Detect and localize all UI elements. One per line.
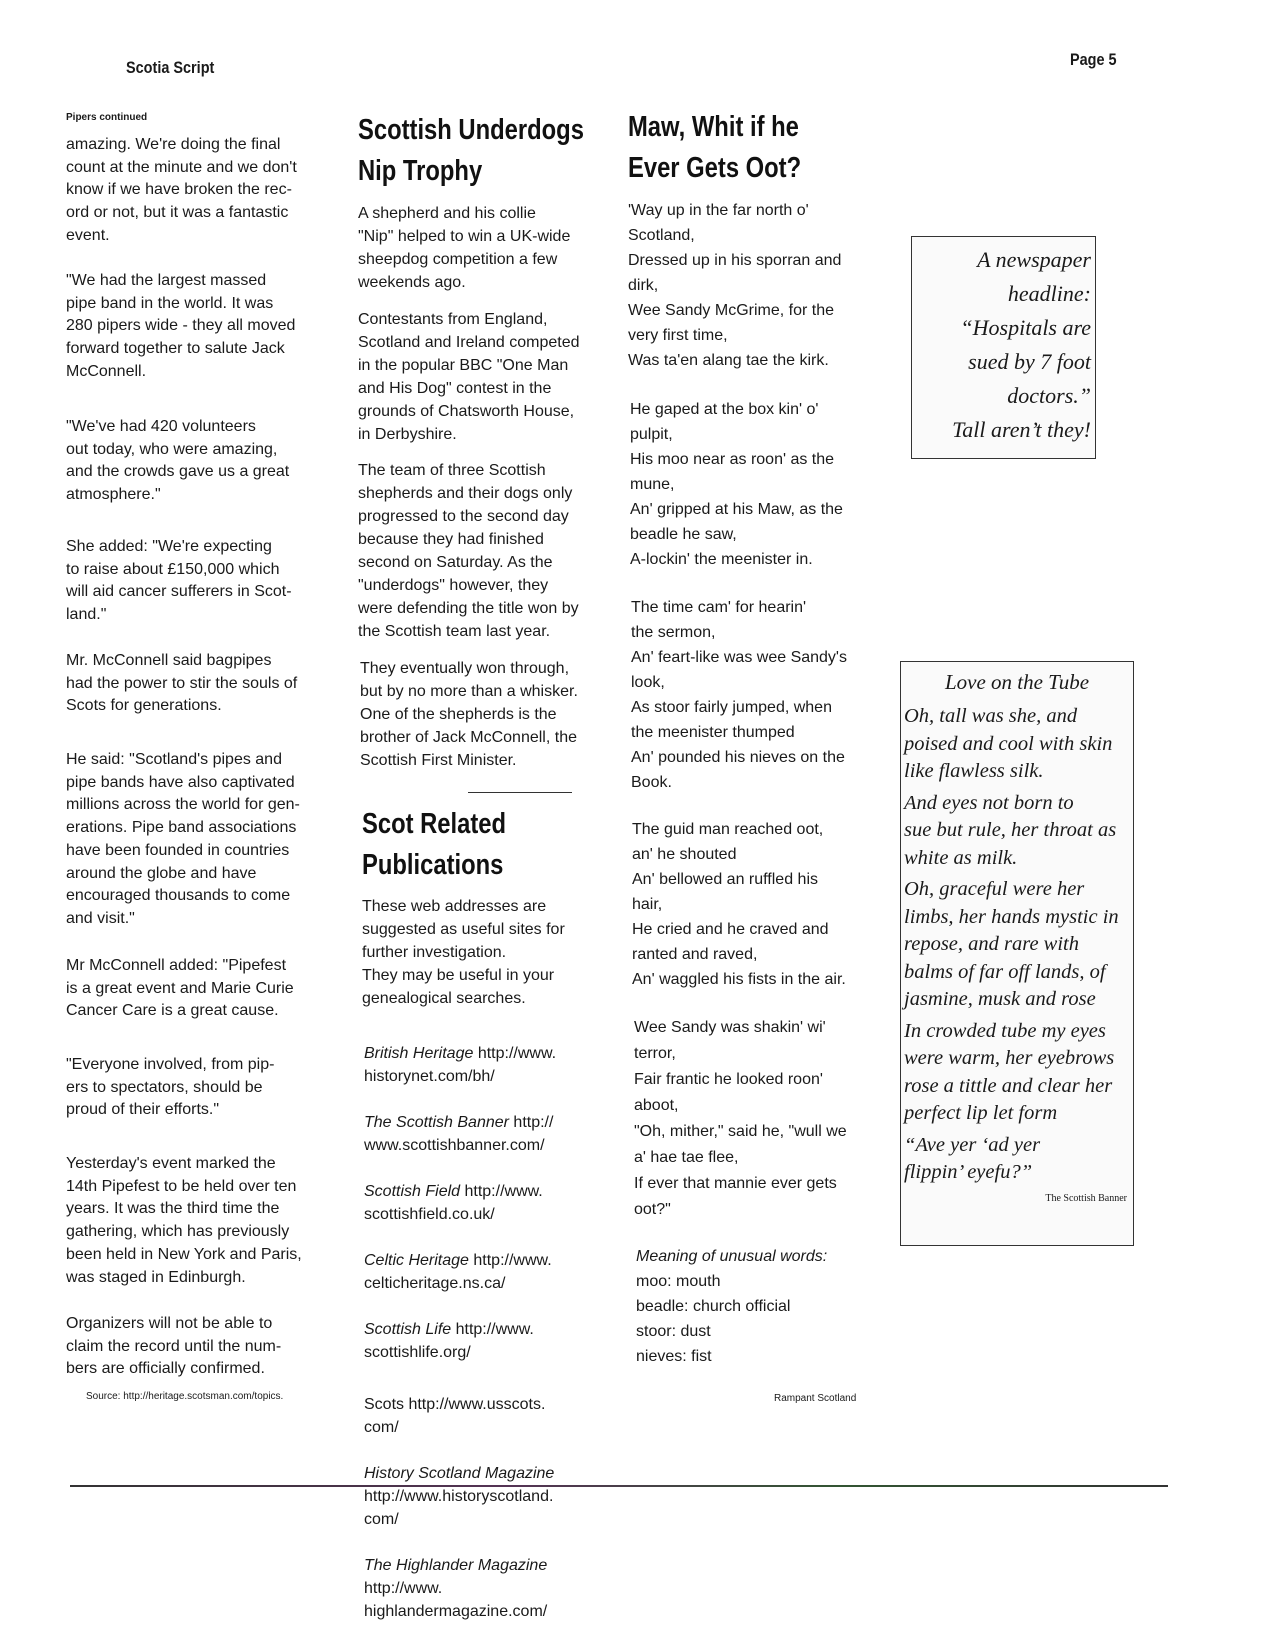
stanza: The time cam' for hearin' the sermon, An' feart-like was wee Sandy's look, As stoor fairly jumped, when the meenister thumped An' pounded his nieves on the Book. bbox=[631, 599, 847, 791]
section-title: Scot Related Publications bbox=[362, 808, 507, 881]
verse: Oh, tall was she, and poised and cool with skin like flawless silk. bbox=[904, 705, 1113, 782]
link-item[interactable]: Scottish Field http://www. scottishfield.co.uk/ bbox=[364, 1183, 543, 1223]
stanza: 'Way up in the far north o' Scotland, Dressed up in his sporran and dirk, Wee Sandy McGrime, for the very first time, Was ta'en alang tae the kirk. bbox=[628, 202, 842, 369]
link-item[interactable]: British Heritage http://www. historynet.com/bh/ bbox=[364, 1045, 557, 1085]
joke-text: A newspaper headline: “Hospitals are sued by 7 foot doctors.” Tall aren’t they! bbox=[952, 247, 1091, 442]
article-title: Scottish Underdogs Nip Trophy bbox=[358, 114, 584, 187]
paragraph: Contestants from England, Scotland and Ireland competed in the popular BBC "One Man and His Dog" contest in the grounds of Chatsworth House, in Derbyshire. bbox=[358, 311, 580, 443]
source-note: Source: http://heritage.scotsman.com/topics. bbox=[86, 1391, 284, 1402]
link-item[interactable]: Scottish Life http://www. scottishlife.org/ bbox=[364, 1321, 534, 1361]
stanza: He gaped at the box kin' o' pulpit, His moo near as roon' as the mune, An' gripped at his Maw, as the beadle he saw, A-lockin' the meenister in. bbox=[630, 401, 843, 568]
poem-title: Maw, Whit if he Ever Gets Oot? bbox=[628, 111, 802, 184]
paragraph: amazing. We're doing the final count at the minute and we don't know if we have broken the rec- ord or not, but it was a fantastic event. bbox=[66, 136, 297, 244]
paragraph: They may be useful in your genealogical searches. bbox=[362, 967, 555, 1007]
footer-rule bbox=[70, 1485, 1168, 1487]
newsletter-name: Scotia Script bbox=[126, 58, 215, 77]
paragraph: "Everyone involved, from pip- ers to spectators, should be proud of their efforts." bbox=[66, 1056, 275, 1119]
poem-box-title: Love on the Tube bbox=[944, 670, 1090, 694]
poem-box bbox=[900, 661, 1134, 1246]
verse: In crowded tube my eyes were warm, her eyebrows rose a tittle and clear her perfect lip let form bbox=[904, 1019, 1115, 1124]
stanza: Wee Sandy was shakin' wi' terror, Fair frantic he looked roon' aboot, "Oh, mither," said he, "wull we a' hae tae flee, If ever that mannie ever gets oot?" bbox=[634, 1019, 847, 1218]
verse: Oh, graceful were her limbs, her hands mystic in repose, and rare with balms of far off lands, of jasmine, musk and rose bbox=[904, 878, 1119, 1010]
link-item[interactable]: The Highlander Magazine http://www. highlandermagazine.com/ bbox=[364, 1557, 548, 1620]
glossary-title: Meaning of unusual words: bbox=[636, 1248, 828, 1265]
paragraph: Organizers will not be able to claim the record until the num- bers are officially confirmed. bbox=[66, 1315, 282, 1378]
paragraph: The team of three Scottish shepherds and their dogs only progressed to the second day because they had finished second on Saturday. As the "underdogs" however, they were defending the title won by the Scottish team last year. bbox=[358, 462, 579, 640]
section-divider bbox=[468, 792, 572, 793]
paragraph: She added: "We're expecting to raise about £150,000 which will aid cancer sufferers in Scot- land." bbox=[66, 538, 292, 624]
page-number: Page 5 bbox=[1070, 50, 1117, 69]
poem-credit: The Scottish Banner bbox=[1045, 1192, 1127, 1204]
continued-label: Pipers continued bbox=[66, 112, 148, 123]
paragraph: A shepherd and his collie "Nip" helped to win a UK-wide sheepdog competition a few weekends ago. bbox=[358, 205, 571, 291]
paragraph: "We had the largest massed pipe band in the world. It was 280 pipers wide - they all moved forward together to salute Jack McConnell. bbox=[66, 272, 296, 380]
stanza: The guid man reached oot, an' he shouted An' bellowed an ruffled his hair, He cried and he craved and ranted and raved, An' waggled his fists in the air. bbox=[632, 821, 846, 988]
headline-joke-box bbox=[911, 236, 1096, 459]
paragraph: They eventually won through, but by no more than a whisker. One of the shepherds is the brother of Jack McConnell, the Scottish First Minister. bbox=[360, 660, 578, 769]
link-item[interactable]: Celtic Heritage http://www. celticheritage.ns.ca/ bbox=[364, 1252, 552, 1292]
paragraph: Yesterday's event marked the 14th Pipefest to be held over ten years. It was the third time the gathering, which has previously been held in New York and Paris, was staged in Edinburgh. bbox=[66, 1155, 302, 1286]
glossary: moo: mouth beadle: church official stoor: dust nieves: fist bbox=[636, 1273, 791, 1365]
paragraph: He said: "Scotland's pipes and pipe bands have also captivated millions across the world for gen- erations. Pipe band associations have been founded in countries around the globe and have encouraged thousands to come and visit." bbox=[66, 751, 300, 927]
verse: “Ave yer ‘ad yer flippin’ eyefu?” bbox=[904, 1133, 1041, 1183]
paragraph: These web addresses are suggested as useful sites for further investigation. bbox=[362, 898, 565, 961]
link-item[interactable]: The Scottish Banner http:// www.scottishbanner.com/ bbox=[364, 1114, 554, 1154]
verse: And eyes not born to sue but rule, her throat as white as milk. bbox=[904, 791, 1117, 869]
paragraph: "We've had 420 volunteers out today, who were amazing, and the crowds gave us a great atmosphere." bbox=[66, 418, 290, 504]
link-list bbox=[364, 1019, 624, 1646]
poem-source: Rampant Scotland bbox=[774, 1393, 857, 1404]
link-item[interactable]: Scots http://www.usscots. com/ bbox=[364, 1396, 546, 1436]
link-item[interactable]: History Scotland Magazine http://www.historyscotland. com/ bbox=[364, 1465, 555, 1528]
paragraph: Mr McConnell added: "Pipefest is a great event and Marie Curie Cancer Care is a great cause. bbox=[66, 957, 294, 1020]
paragraph: Mr. McConnell said bagpipes had the power to stir the souls of Scots for generations. bbox=[66, 652, 298, 715]
